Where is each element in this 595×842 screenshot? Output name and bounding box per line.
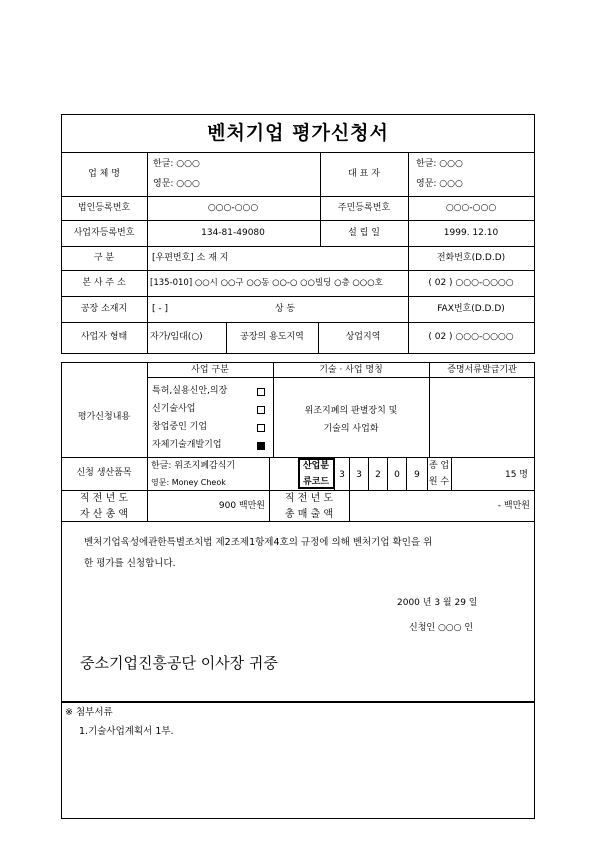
- request-label: 평가신청내용: [77, 412, 131, 422]
- tech-name-line1: 위조지폐의 판별장치 및: [304, 406, 398, 416]
- divider: [61, 220, 535, 221]
- divider: [61, 246, 535, 247]
- divider: [61, 296, 535, 297]
- fax-header: FAX번호(D.D.D): [437, 304, 505, 314]
- tech-name-line2: 기술의 사업화: [323, 424, 379, 434]
- assets-value: 900 백만원: [218, 501, 265, 511]
- sales-value: - 백만원: [497, 501, 530, 511]
- issuer-header: 증명서류발급기관: [447, 365, 517, 375]
- industry-code-digit: 9: [414, 470, 420, 480]
- employees-label-2: 원 수: [428, 477, 450, 487]
- corp-reg-label: 법인등록번호: [77, 203, 131, 213]
- established-label: 설 립 일: [348, 228, 380, 238]
- option-patent-checkbox[interactable]: [257, 388, 265, 396]
- sales-label-1: 직 전 년 도: [284, 493, 334, 504]
- divider: [147, 377, 535, 378]
- product-ko: 한글: 위조지폐감식기: [151, 461, 236, 471]
- declaration-date: 2000 년 3 월 29 일: [397, 598, 478, 608]
- industry-code-digit: 3: [356, 470, 362, 480]
- divider: [273, 362, 274, 457]
- biz-reg-value: 134-81-49080: [201, 228, 265, 238]
- employees-label-1: 종 업: [428, 461, 450, 471]
- option-newtech-checkbox[interactable]: [257, 406, 265, 414]
- land-use-label: 공장의 용도지역: [240, 332, 304, 342]
- attachments-header: ※ 첨부서류: [65, 707, 113, 718]
- industry-code-digit: 0: [394, 470, 400, 480]
- employees-value: 15 명: [504, 470, 528, 480]
- corp-reg-value: ○○○-○○○: [207, 203, 259, 213]
- divider: [318, 322, 319, 354]
- company-name-ko: 한글: ○○○: [153, 159, 200, 169]
- resident-reg-value: ○○○-○○○: [445, 203, 497, 213]
- attachment-item: 1.기술사업계획서 1부.: [79, 726, 174, 737]
- land-use-value: 상업지역: [345, 332, 381, 342]
- biz-type-value: 자가/임대(○): [150, 332, 203, 342]
- industry-code-label-2: 류코드: [302, 477, 330, 487]
- divider: [368, 457, 369, 490]
- divider: [427, 457, 428, 490]
- company-name-label: 업 체 명: [88, 169, 120, 179]
- divider: [226, 322, 227, 354]
- divider: [429, 362, 430, 457]
- divider: [387, 457, 388, 490]
- representative-ko: 한글: ○○○: [416, 159, 463, 169]
- product-label: 신청 생산품목: [76, 468, 132, 478]
- divider: [147, 362, 148, 522]
- option-startup-checkbox[interactable]: [257, 424, 265, 432]
- industry-code-digit: 3: [339, 470, 345, 480]
- divider: [61, 196, 535, 197]
- divider: [61, 270, 535, 271]
- tech-name-header: 기술 · 사업 명칭: [319, 365, 383, 375]
- option-startup-label: 창업중인 기업: [152, 422, 208, 432]
- divider: [451, 457, 452, 490]
- address-header: [우편번호] 소 재 지: [152, 253, 229, 263]
- resident-reg-label: 주민등록번호: [337, 203, 391, 213]
- factory-same-as: 상 동: [274, 304, 296, 314]
- biz-reg-label: 사업자등록번호: [73, 228, 135, 238]
- fax-value: ( 02 ) ○○○-○○○○: [428, 332, 514, 342]
- biz-type-label: 사업자 형태: [80, 332, 128, 342]
- divider: [408, 152, 409, 354]
- hq-label: 본 사 주 소: [82, 278, 126, 288]
- option-selfdev-checkbox[interactable]: [257, 442, 265, 450]
- factory-address: [ - ]: [152, 304, 168, 314]
- phone-header: 전화번호(D.D.D): [436, 253, 506, 263]
- biz-category-header: 사업 구분: [191, 365, 229, 375]
- product-en: 영문: Money Cheok: [151, 478, 226, 487]
- sales-label-2: 총 매 출 액: [284, 509, 334, 520]
- divider: [61, 152, 535, 153]
- assets-label-1: 직 전 년 도: [79, 493, 129, 504]
- recipient: 중소기업진흥공단 이사장 귀중: [80, 654, 278, 672]
- established-value: 1999. 12.10: [443, 228, 499, 238]
- attachments-section: [61, 702, 535, 819]
- divider: [320, 152, 321, 246]
- industry-code-label-1: 산업분: [302, 461, 330, 471]
- declaration-line-2: 한 평가를 신청합니다.: [84, 558, 176, 569]
- representative-en: 영문: ○○○: [416, 179, 463, 189]
- factory-label: 공장 소재지: [80, 304, 128, 314]
- divider: [406, 457, 407, 490]
- divider: [147, 152, 148, 354]
- option-patent-label: 특허,실용신안,의장: [152, 386, 228, 396]
- hq-address: [135-010] ○○시 ○○구 ○○동 ○○-○ ○○빌딩 ○층 ○○○호: [150, 278, 383, 288]
- page-title: 벤처기업 평가신청서: [207, 122, 389, 144]
- divider: [61, 490, 535, 491]
- option-selfdev-label: 자체기술개발기업: [152, 440, 222, 450]
- divider: [269, 457, 270, 522]
- divider: [61, 322, 535, 323]
- hq-phone: ( 02 ) ○○○-○○○○: [428, 278, 514, 288]
- divider: [349, 457, 350, 490]
- representative-label: 대 표 자: [348, 169, 380, 179]
- assets-label-2: 자 산 총 액: [79, 509, 129, 520]
- company-name-en: 영문: ○○○: [153, 179, 200, 189]
- industry-code-digit: 2: [375, 470, 381, 480]
- category-label: 구 분: [93, 253, 115, 263]
- declaration-line-1: 벤처기업육성에관한특별조치법 제2조제1항제4호의 규정에 의해 벤처기업 확인을 위: [84, 537, 433, 548]
- applicant-signature: 신청인 ○○○ 인: [409, 623, 474, 633]
- option-newtech-label: 신기술사업: [152, 404, 196, 414]
